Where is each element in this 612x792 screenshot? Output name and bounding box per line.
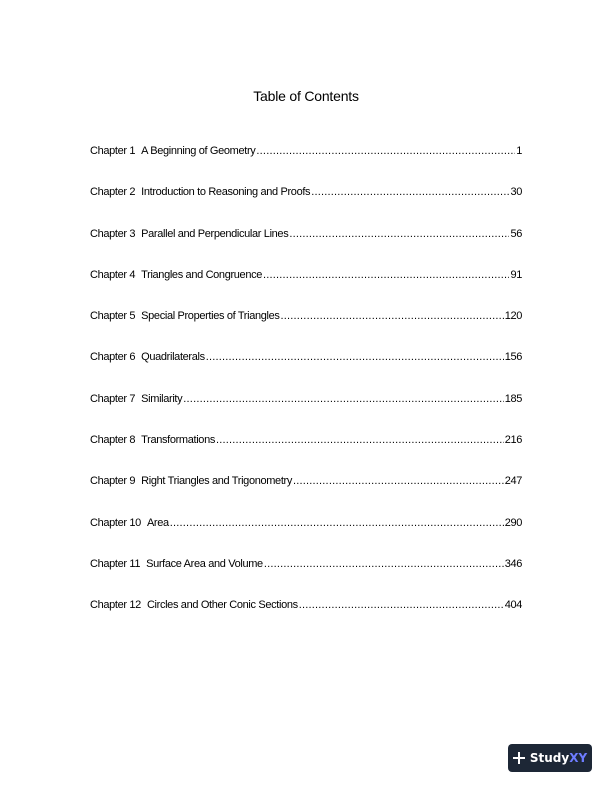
page-number: 56 [510, 227, 522, 240]
page-number: 247 [504, 475, 522, 488]
toc-entry-6[interactable] [90, 351, 522, 392]
toc-entry-1[interactable] [90, 145, 522, 186]
toc-entry-10[interactable] [90, 517, 522, 558]
chapter-number: Chapter 1 [90, 145, 136, 157]
badge-text-main: Study [529, 751, 570, 765]
dot-leader [281, 310, 504, 322]
dot-leader [256, 145, 515, 157]
page-number: 30 [510, 186, 522, 199]
chapter-number: Chapter 8 [90, 434, 136, 447]
plus-icon [513, 752, 525, 764]
chapter-number: Chapter 10 [90, 516, 141, 529]
page-title: Table of Contents [253, 88, 359, 104]
page-number: 216 [504, 434, 522, 447]
page-number: 185 [504, 392, 522, 405]
page-number: 1 [516, 145, 522, 157]
page-number: 91 [510, 268, 522, 281]
chapter-number: Chapter 3 [90, 227, 136, 240]
chapter-title: Surface Area and Volume [146, 557, 263, 570]
toc-entry-12[interactable] [90, 599, 522, 640]
chapter-title: Quadrilaterals [141, 351, 205, 364]
dot-leader [206, 351, 504, 363]
chapter-title: Circles and Other Conic Sections [146, 599, 298, 612]
chapter-number: Chapter 11 [90, 557, 141, 570]
dot-leader [183, 393, 503, 405]
toc-entry-4[interactable] [90, 269, 522, 310]
badge-text-accent: XY [569, 751, 588, 765]
chapter-title: Right Triangles and Trigonometry [141, 475, 292, 488]
chapter-number: Chapter 6 [90, 351, 136, 364]
chapter-title: Special Properties of Triangles [141, 310, 280, 323]
dot-leader [216, 434, 504, 446]
chapter-number: Chapter 7 [90, 392, 136, 405]
chapter-number: Chapter 9 [90, 475, 136, 488]
chapter-title: Transformations [141, 434, 215, 447]
chapter-number: Chapter 2 [90, 186, 136, 199]
page-number: 120 [504, 310, 522, 323]
dot-leader [170, 517, 504, 529]
chapter-number: Chapter 12 [90, 599, 141, 612]
dot-leader [289, 228, 509, 240]
chapter-title: A Beginning of Geometry [141, 145, 256, 157]
chapter-number: Chapter 4 [90, 268, 136, 281]
chapter-title: Area [146, 516, 169, 529]
toc-entry-3[interactable] [90, 228, 522, 269]
toc-entry-9[interactable] [90, 475, 522, 516]
page-number: 290 [504, 516, 522, 529]
chapter-title: Parallel and Perpendicular Lines [141, 227, 289, 240]
page-number: 404 [504, 599, 522, 612]
dot-leader [263, 269, 509, 281]
page-number: 156 [504, 351, 522, 364]
toc-entry-7[interactable] [90, 393, 522, 434]
studyxy-badge[interactable] [508, 744, 592, 772]
toc-entry-5[interactable] [90, 310, 522, 351]
chapter-number: Chapter 5 [90, 310, 136, 323]
chapter-title: Similarity [141, 392, 183, 405]
dot-leader [293, 475, 504, 487]
toc-list [90, 145, 522, 641]
page-number: 346 [504, 557, 522, 570]
toc-entry-11[interactable] [90, 558, 522, 599]
dot-leader [311, 186, 509, 198]
dot-leader [299, 599, 504, 611]
toc-entry-2[interactable] [90, 186, 522, 227]
dot-leader [264, 558, 504, 570]
toc-entry-8[interactable] [90, 434, 522, 475]
chapter-title: Triangles and Congruence [141, 268, 263, 281]
chapter-title: Introduction to Reasoning and Proofs [141, 186, 311, 199]
